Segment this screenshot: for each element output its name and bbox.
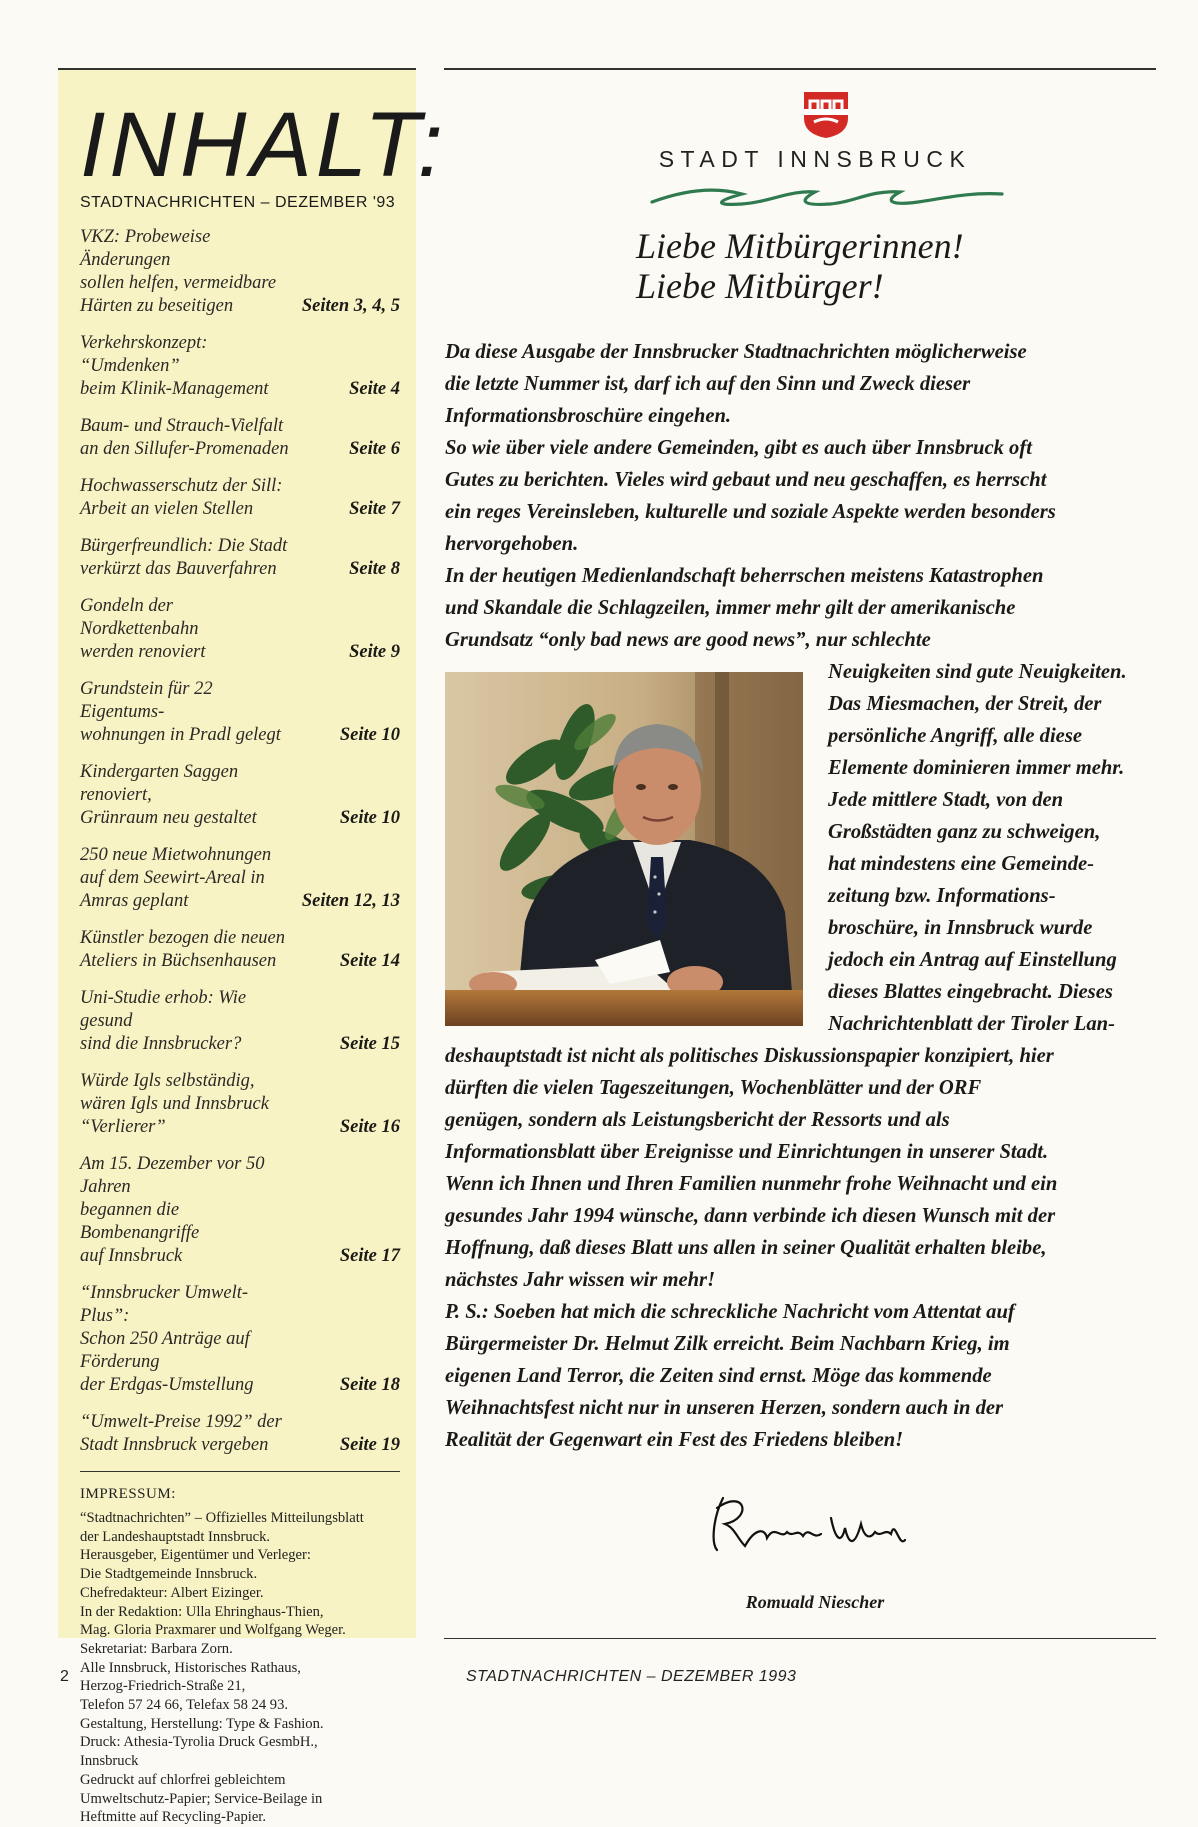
impressum-line: Innsbruck [80, 1753, 139, 1770]
letter-line: dürften die vielen Tageszeitungen, Wochenblätter und der ORF [445, 1077, 982, 1099]
letter-line: hat mindestens eine Gemeinde- [828, 853, 1094, 875]
letter-line: persönliche Angriff, alle diese [828, 725, 1082, 747]
letter-line: hervorgehoben. [445, 533, 579, 555]
letter-line: Jede mittlere Stadt, von den [828, 789, 1064, 811]
toc-entry-line: wohnungen in Pradl gelegt [80, 725, 281, 745]
toc-entry-line: sind die Innsbrucker? [80, 1034, 242, 1054]
toc-entry-line: Baum- und Strauch-Vielfalt [80, 416, 284, 436]
toc-entry-line: “Verlierer” [80, 1117, 166, 1137]
letter-line: Weihnachtsfest nicht nur in unseren Herzen, sondern auch in der [445, 1397, 1004, 1419]
toc-entry-line: Am 15. Dezember vor 50 Jahren [80, 1154, 265, 1197]
letter-line: broschüre, in Innsbruck wurde [828, 917, 1093, 939]
toc-entry-line: an den Sillufer-Promenaden [80, 439, 289, 459]
toc-entry [80, 535, 400, 581]
toc-entry-page: Seite 18 [339, 1375, 400, 1395]
toc-entry-line: Hochwasserschutz der Sill: [80, 476, 283, 496]
letter-line: Bürgermeister Dr. Helmut Zilk erreicht. Beim Nachbarn Krieg, im [445, 1333, 1010, 1355]
toc-entry-line: Stadt Innsbruck vergeben [80, 1435, 269, 1455]
toc-entry-line: “Umwelt-Preise 1992” der [80, 1412, 282, 1432]
toc-entry [80, 761, 400, 830]
greeting-line-2: Liebe Mitbürger! [636, 266, 884, 306]
toc-entry [80, 1282, 400, 1397]
toc-entry-page: Seite 19 [339, 1435, 400, 1455]
toc-entry-page: Seite 10 [339, 725, 400, 745]
letter-line: die letzte Nummer ist, darf ich auf den Sinn und Zweck dieser [445, 373, 971, 395]
toc-entry-line: Schon 250 Anträge auf Förderung [80, 1329, 250, 1372]
letter-line: Nachrichtenblatt der Tiroler Lan- [828, 1013, 1115, 1035]
impressum-line: Gedruckt auf chlorfrei gebleichtem [80, 1771, 286, 1788]
letter-greeting [636, 226, 1156, 306]
letter-line: Neuigkeiten sind gute Neuigkeiten. [828, 661, 1127, 683]
toc-entry-page: Seiten 12, 13 [301, 891, 400, 911]
impressum-line: der Landeshauptstadt Innsbruck. [80, 1528, 271, 1545]
letter-line: deshauptstadt ist nicht als politisches Diskussionspapier konzipiert, hier [445, 1045, 1054, 1067]
toc-entry-line: Arbeit an vielen Stellen [80, 499, 254, 519]
toc-entry-line: verkürzt das Bauverfahren [80, 559, 277, 579]
impressum-line: Mag. Gloria Praxmarer und Wolfgang Weger. [80, 1622, 346, 1639]
toc-entry [80, 475, 400, 521]
impressum-line: Sekretariat: Barbara Zorn. [80, 1640, 233, 1657]
toc-entry-page: Seite 17 [339, 1246, 400, 1266]
toc-entry-page: Seite 7 [349, 499, 400, 519]
impressum-lines [80, 1509, 400, 1827]
toc-entry-line: Künstler bezogen die neuen [80, 928, 285, 948]
letter-line: So wie über viele andere Gemeinden, gibt es auch über Innsbruck oft [445, 437, 1032, 459]
toc-entry-line: “Innsbrucker Umwelt-Plus”: [80, 1283, 249, 1326]
impressum-line: In der Redaktion: Ulla Ehringhaus-Thien, [80, 1603, 324, 1620]
impressum-title: IMPRESSUM: [80, 1486, 176, 1502]
signer-name: Romuald Niescher [745, 1592, 885, 1612]
letter-line: Gutes zu berichten. Vieles wird gebaut und neu geschaffen, es herrscht [445, 469, 1047, 491]
letter-line: In der heutigen Medienlandschaft beherrschen meistens Katastrophen [445, 565, 1044, 587]
wave-logo-icon [650, 180, 1005, 212]
letter-line: Großstädten ganz zu schweigen, [828, 821, 1101, 843]
letter-line: Informationsbroschüre eingehen. [445, 405, 732, 427]
toc-entry [80, 927, 400, 973]
impressum-line: Heftmitte auf Recycling-Papier. [80, 1809, 267, 1826]
greeting-line-1: Liebe Mitbürgerinnen! [636, 226, 964, 266]
letter-line: Informationsblatt über Ereignisse und Einrichtungen in unserer Stadt. [445, 1141, 1049, 1163]
toc-entry-line: 250 neue Mietwohnungen [80, 845, 272, 865]
letter-line: eigenen Land Terror, die Zeiten sind ernst. Möge das kommende [445, 1365, 992, 1387]
letter-line: gesundes Jahr 1994 wünsche, dann verbinde ich diesen Wunsch mit der [445, 1205, 1056, 1227]
toc-entry-line: begannen die Bombenangriffe [80, 1200, 200, 1243]
toc-entry [80, 332, 400, 401]
impressum-line: Herzog-Friedrich-Straße 21, [80, 1678, 246, 1695]
toc-entry-page: Seite 16 [339, 1117, 400, 1137]
city-crest-icon [800, 88, 852, 140]
letter-line: ein reges Vereinsleben, kulturelle und soziale Aspekte werden besonders [445, 501, 1056, 523]
toc-divider [80, 1471, 400, 1472]
running-title: STADTNACHRICHTEN – DEZEMBER 1993 [466, 1668, 797, 1685]
toc-entry-line: werden renoviert [80, 642, 206, 662]
letter-text-top [445, 336, 1165, 656]
impressum-line: Herausgeber, Eigentümer und Verleger: [80, 1547, 311, 1564]
toc-entry [80, 1070, 400, 1139]
impressum-line: Die Stadtgemeinde Innsbruck. [80, 1566, 258, 1583]
letter-line: zeitung bzw. Informations- [828, 885, 1056, 907]
bottom-rule [444, 1638, 1156, 1639]
toc-entry-line: Verkehrskonzept: “Umdenken” [80, 333, 208, 376]
toc-entry-page: Seite 14 [339, 951, 400, 971]
toc-entry-line: auf Innsbruck [80, 1246, 183, 1266]
toc-entry-line: beim Klinik-Management [80, 379, 269, 399]
toc-entry [80, 415, 400, 461]
toc-subtitle: STADTNACHRICHTEN – DEZEMBER '93 [80, 194, 396, 211]
letter-line: Grundsatz “only bad news are good news”, nur schlechte [445, 629, 931, 651]
letter-line: Wenn ich Ihnen und Ihren Familien nunmehr frohe Weihnacht und ein [445, 1173, 1058, 1195]
toc-entry-line: Bürgerfreundlich: Die Stadt [80, 536, 288, 556]
toc-entry-line: Grundstein für 22 Eigentums- [80, 679, 213, 722]
letter-line: Elemente dominieren immer mehr. [828, 757, 1125, 779]
toc-entry-page: Seite 15 [339, 1034, 400, 1054]
toc-entry-line: Würde Igls selbständig, [80, 1071, 255, 1091]
letter-line: dieses Blattes eingebracht. Dieses [828, 981, 1113, 1003]
toc-entry [80, 1153, 400, 1268]
impressum-line: Chefredakteur: Albert Eizinger. [80, 1584, 264, 1601]
toc-entry-line: der Erdgas-Umstellung [80, 1375, 254, 1395]
letter-text-bottom [445, 1040, 1165, 1456]
impressum [80, 1486, 400, 1827]
toc-entry-line: Ateliers in Büchsenhausen [80, 951, 277, 971]
letter-line: Da diese Ausgabe der Innsbrucker Stadtnachrichten möglicherweise [445, 341, 1027, 363]
toc-entry-line: Kindergarten Saggen renoviert, [80, 762, 239, 805]
city-name: STADT INNSBRUCK [658, 146, 972, 172]
toc-entry-page: Seite 8 [349, 559, 400, 579]
toc-entry [80, 226, 400, 318]
toc-entry-line: VKZ: Probeweise Änderungen [80, 227, 211, 270]
impressum-line: Gestaltung, Herstellung: Type & Fashion. [80, 1715, 324, 1732]
toc-entry-page: Seite 10 [339, 808, 400, 828]
letter-line: Das Miesmachen, der Streit, der [828, 693, 1102, 715]
impressum-line: Umweltschutz-Papier; Service-Beilage in [80, 1790, 323, 1807]
letter-line: genügen, sondern als Leistungsbericht der Ressorts und als [445, 1109, 950, 1131]
letter-line: Realität der Gegenwart ein Fest des Friedens bleiben! [445, 1429, 904, 1451]
toc-entry-line: Grünraum neu gestaltet [80, 808, 257, 828]
toc-entry [80, 1411, 400, 1457]
toc-entry [80, 987, 400, 1056]
letter-line: nächstes Jahr wissen wir mehr! [445, 1269, 716, 1291]
toc-entry-line: auf dem Seewirt-Areal in [80, 868, 265, 888]
impressum-line: “Stadtnachrichten” – Offizielles Mitteilungsblatt [80, 1510, 364, 1526]
page-number: 2 [60, 1668, 69, 1685]
toc-entry [80, 595, 400, 664]
letter-line: Hoffnung, daß dieses Blatt uns allen in seiner Qualität erhalten bleibe, [445, 1237, 1047, 1259]
letter-line: und Skandale die Schlagzeilen, immer mehr gilt der amerikanische [445, 597, 1016, 619]
letter-line: P. S.: Soeben hat mich die schreckliche Nachricht vom Attentat auf [445, 1301, 1015, 1323]
impressum-line: Telefon 57 24 66, Telefax 58 24 93. [80, 1697, 289, 1714]
toc-entry-page: Seite 9 [349, 642, 400, 662]
toc-entry-line: Amras geplant [80, 891, 189, 911]
portrait-image-icon [445, 672, 803, 1026]
toc-entry-line: sollen helfen, vermeidbare [80, 273, 277, 293]
impressum-line: Druck: Athesia-Tyrolia Druck GesmbH., [80, 1734, 318, 1751]
toc-entries [80, 226, 400, 1457]
toc-entry-line: Härten zu beseitigen [80, 296, 234, 316]
toc-entry [80, 678, 400, 747]
mayor-portrait [445, 672, 803, 1026]
toc-entry-line: wären Igls und Innsbruck [80, 1094, 269, 1114]
impressum-line: Alle Innsbruck, Historisches Rathaus, [80, 1659, 301, 1676]
toc-entry-page: Seiten 3, 4, 5 [301, 296, 400, 316]
toc-entry-line: Uni-Studie erhob: Wie gesund [80, 988, 247, 1031]
toc-title: INHALT: [80, 94, 448, 196]
toc-entry-page: Seite 6 [349, 439, 400, 459]
signature [705, 1488, 915, 1558]
toc-entry-page: Seite 4 [349, 379, 400, 399]
table-of-contents [58, 68, 448, 1826]
toc-entry-line: Gondeln der Nordkettenbahn [80, 596, 199, 639]
letter-text-wrap [828, 656, 1168, 1040]
toc-entry [80, 844, 400, 913]
letter-line: jedoch ein Antrag auf Einstellung [828, 949, 1117, 971]
top-rule [444, 68, 1156, 70]
